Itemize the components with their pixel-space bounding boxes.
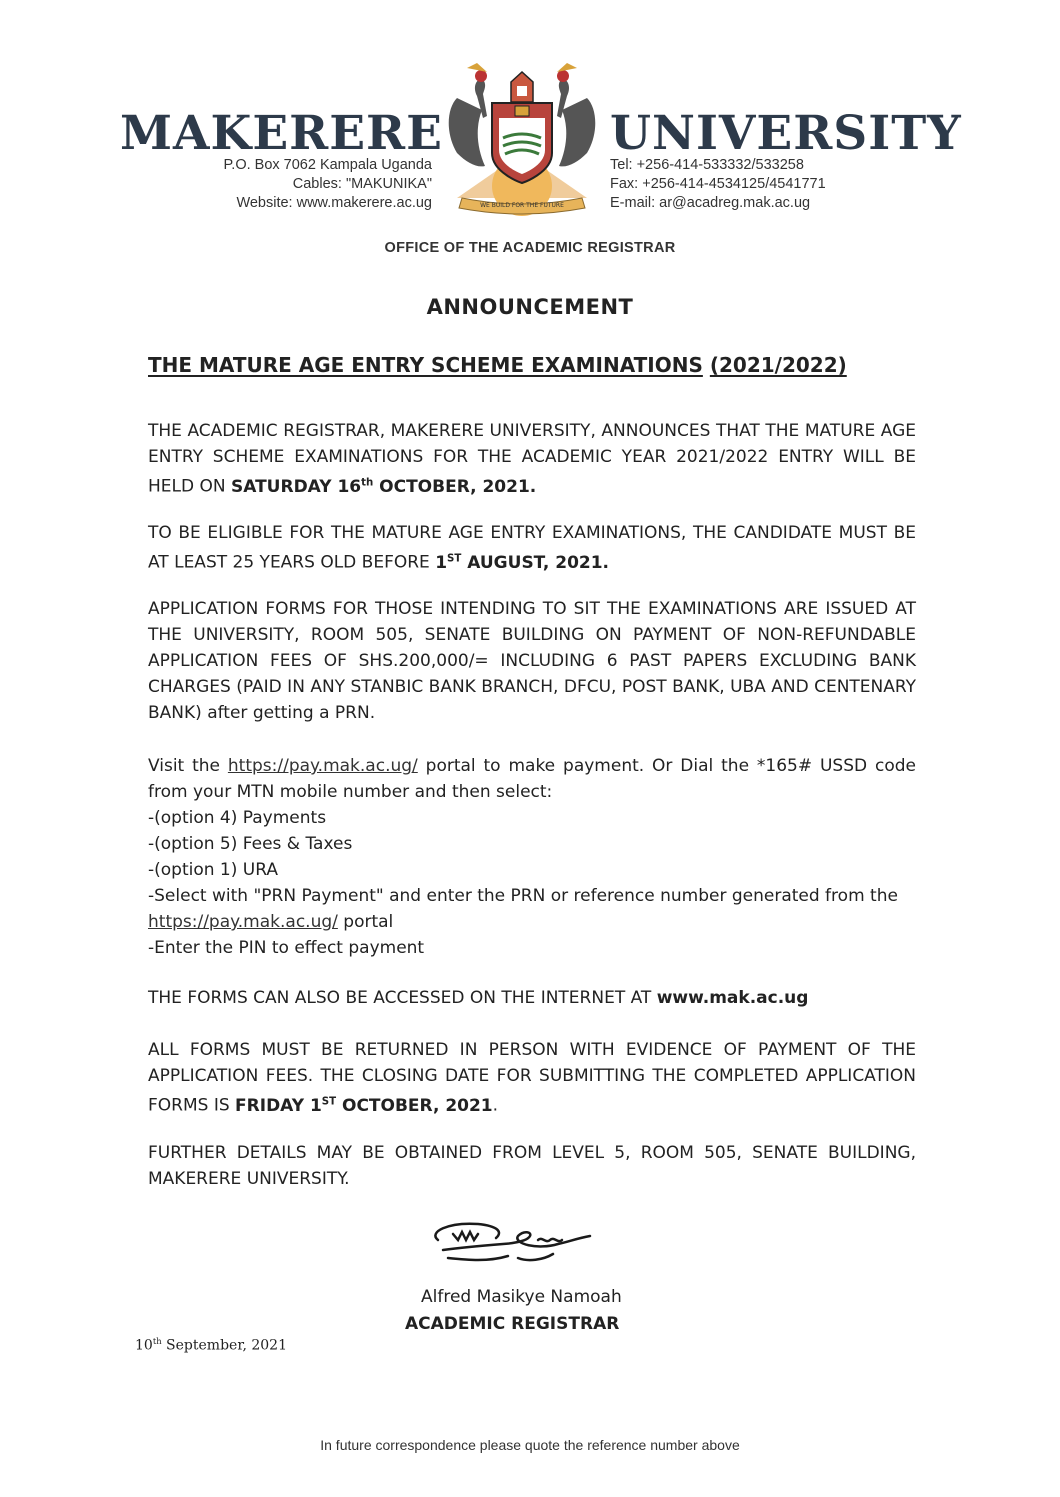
payment-step: -(option 1) URA [148, 860, 278, 880]
paragraph-eligibility: TO BE ELIGIBLE FOR THE MATURE AGE ENTRY EXAMINATIONS, THE CANDIDATE MUST BE AT LEAST 25 YEARS OLD BEFORE 1ST AUGUST, 2021. [148, 523, 916, 573]
payment-step: -(option 4) Payments [148, 808, 327, 828]
subheading-title: THE MATURE AGE ENTRY SCHEME EXAMINATIONS [148, 353, 703, 377]
letter-date: 10th September, 2021 [135, 1336, 287, 1354]
handwritten-signature [418, 1210, 618, 1280]
closing-date: FRIDAY 1ST OCTOBER, 2021 [235, 1095, 493, 1116]
letterhead-fax: Fax: +256-414-4534125/4541771 [610, 176, 826, 192]
letterhead-name-right: UNIVERSITY [610, 106, 962, 161]
office-title: OFFICE OF THE ACADEMIC REGISTRAR [384, 240, 676, 256]
paragraph-payment-instructions: Visit the https://pay.mak.ac.ug/ portal to make payment. Or Dial the *165# USSD code from your MTN mobile number and then select: -(option 4) Payments -(option 5) Fees & Taxes -(option 1) URA -Select with "PRN Payment" and enter the PRN or reference number generated from the https://pay.mak.ac.ug/ portal -Enter the PIN to effect payment [148, 753, 916, 961]
paragraph-exam-date: THE ACADEMIC REGISTRAR, MAKERERE UNIVERSITY, ANNOUNCES THAT THE MATURE AGE ENTRY SCHEME EXAMINATIONS FOR THE ACADEMIC YEAR 2021/2022 ENTRY WILL BE HELD ON SATURDAY 16th OCTOBER, 2021. [148, 421, 916, 497]
paragraph-application-forms: APPLICATION FORMS FOR THOSE INTENDING TO SIT THE EXAMINATIONS ARE ISSUED AT THE UNIVERSITY, ROOM 505, SENATE BUILDING ON PAYMENT OF NON-REFUNDABLE APPLICATION FEES OF SHS.200,000/= INCLUDING 6 PAST PAPERS EXCLUDING BANK CHARGES (PAID IN ANY STANBIC BANK BRANCH, DFCU, POST BANK, UBA AND CENTENARY BANK) after getting a PRN. [148, 599, 916, 723]
exam-date: SATURDAY 16th OCTOBER, 2021. [231, 476, 537, 497]
footer-note: In future correspondence please quote the reference number above [320, 1437, 740, 1453]
letterhead-email: E-mail: ar@acadreg.mak.ac.ug [610, 195, 811, 211]
letterhead-left [120, 106, 443, 213]
letterhead-right [610, 106, 962, 213]
website-link[interactable]: www.mak.ac.ug [656, 988, 809, 1008]
payment-portal-link-2[interactable]: https://pay.mak.ac.ug/ [148, 912, 338, 932]
letterhead-cables: Cables: "MAKUNIKA" [292, 176, 432, 192]
crest-motto: WE BUILD FOR THE FUTURE [480, 202, 564, 209]
letterhead-tel: Tel: +256-414-533332/533258 [610, 157, 804, 173]
university-crest-logo [427, 58, 617, 218]
eligibility-date: 1ST AUGUST, 2021. [435, 552, 610, 573]
letterhead-name-left: MAKERERE [120, 106, 443, 161]
signer-name: Alfred Masikye Namoah [421, 1287, 622, 1307]
subheading-year: (2021/2022) [709, 353, 847, 377]
paragraph-closing-date: ALL FORMS MUST BE RETURNED IN PERSON WITH EVIDENCE OF PAYMENT OF THE APPLICATION FEES. THE CLOSING DATE FOR SUBMITTING THE COMPLETED APPLICATION FORMS IS FRIDAY 1ST OCTOBER, 2021. [148, 1040, 916, 1116]
payment-portal-link[interactable]: https://pay.mak.ac.ug/ [227, 756, 418, 776]
signer-block [405, 1284, 685, 1338]
letterhead-website: Website: www.makerere.ac.ug [236, 195, 432, 211]
paragraph-online-forms: THE FORMS CAN ALSO BE ACCESSED ON THE INTERNET AT www.mak.ac.ug [148, 988, 809, 1008]
payment-step: -(option 5) Fees & Taxes [148, 834, 353, 854]
letterhead-address: P.O. Box 7062 Kampala Uganda [223, 157, 432, 173]
paragraph-further-details: FURTHER DETAILS MAY BE OBTAINED FROM LEVEL 5, ROOM 505, SENATE BUILDING, MAKERERE UNIVERSITY. [148, 1143, 916, 1189]
signer-title: ACADEMIC REGISTRAR [405, 1314, 620, 1334]
announcement-heading: ANNOUNCEMENT [426, 295, 634, 319]
payment-step-pin: -Enter the PIN to effect payment [148, 938, 425, 958]
announcement-subheading [148, 353, 928, 377]
